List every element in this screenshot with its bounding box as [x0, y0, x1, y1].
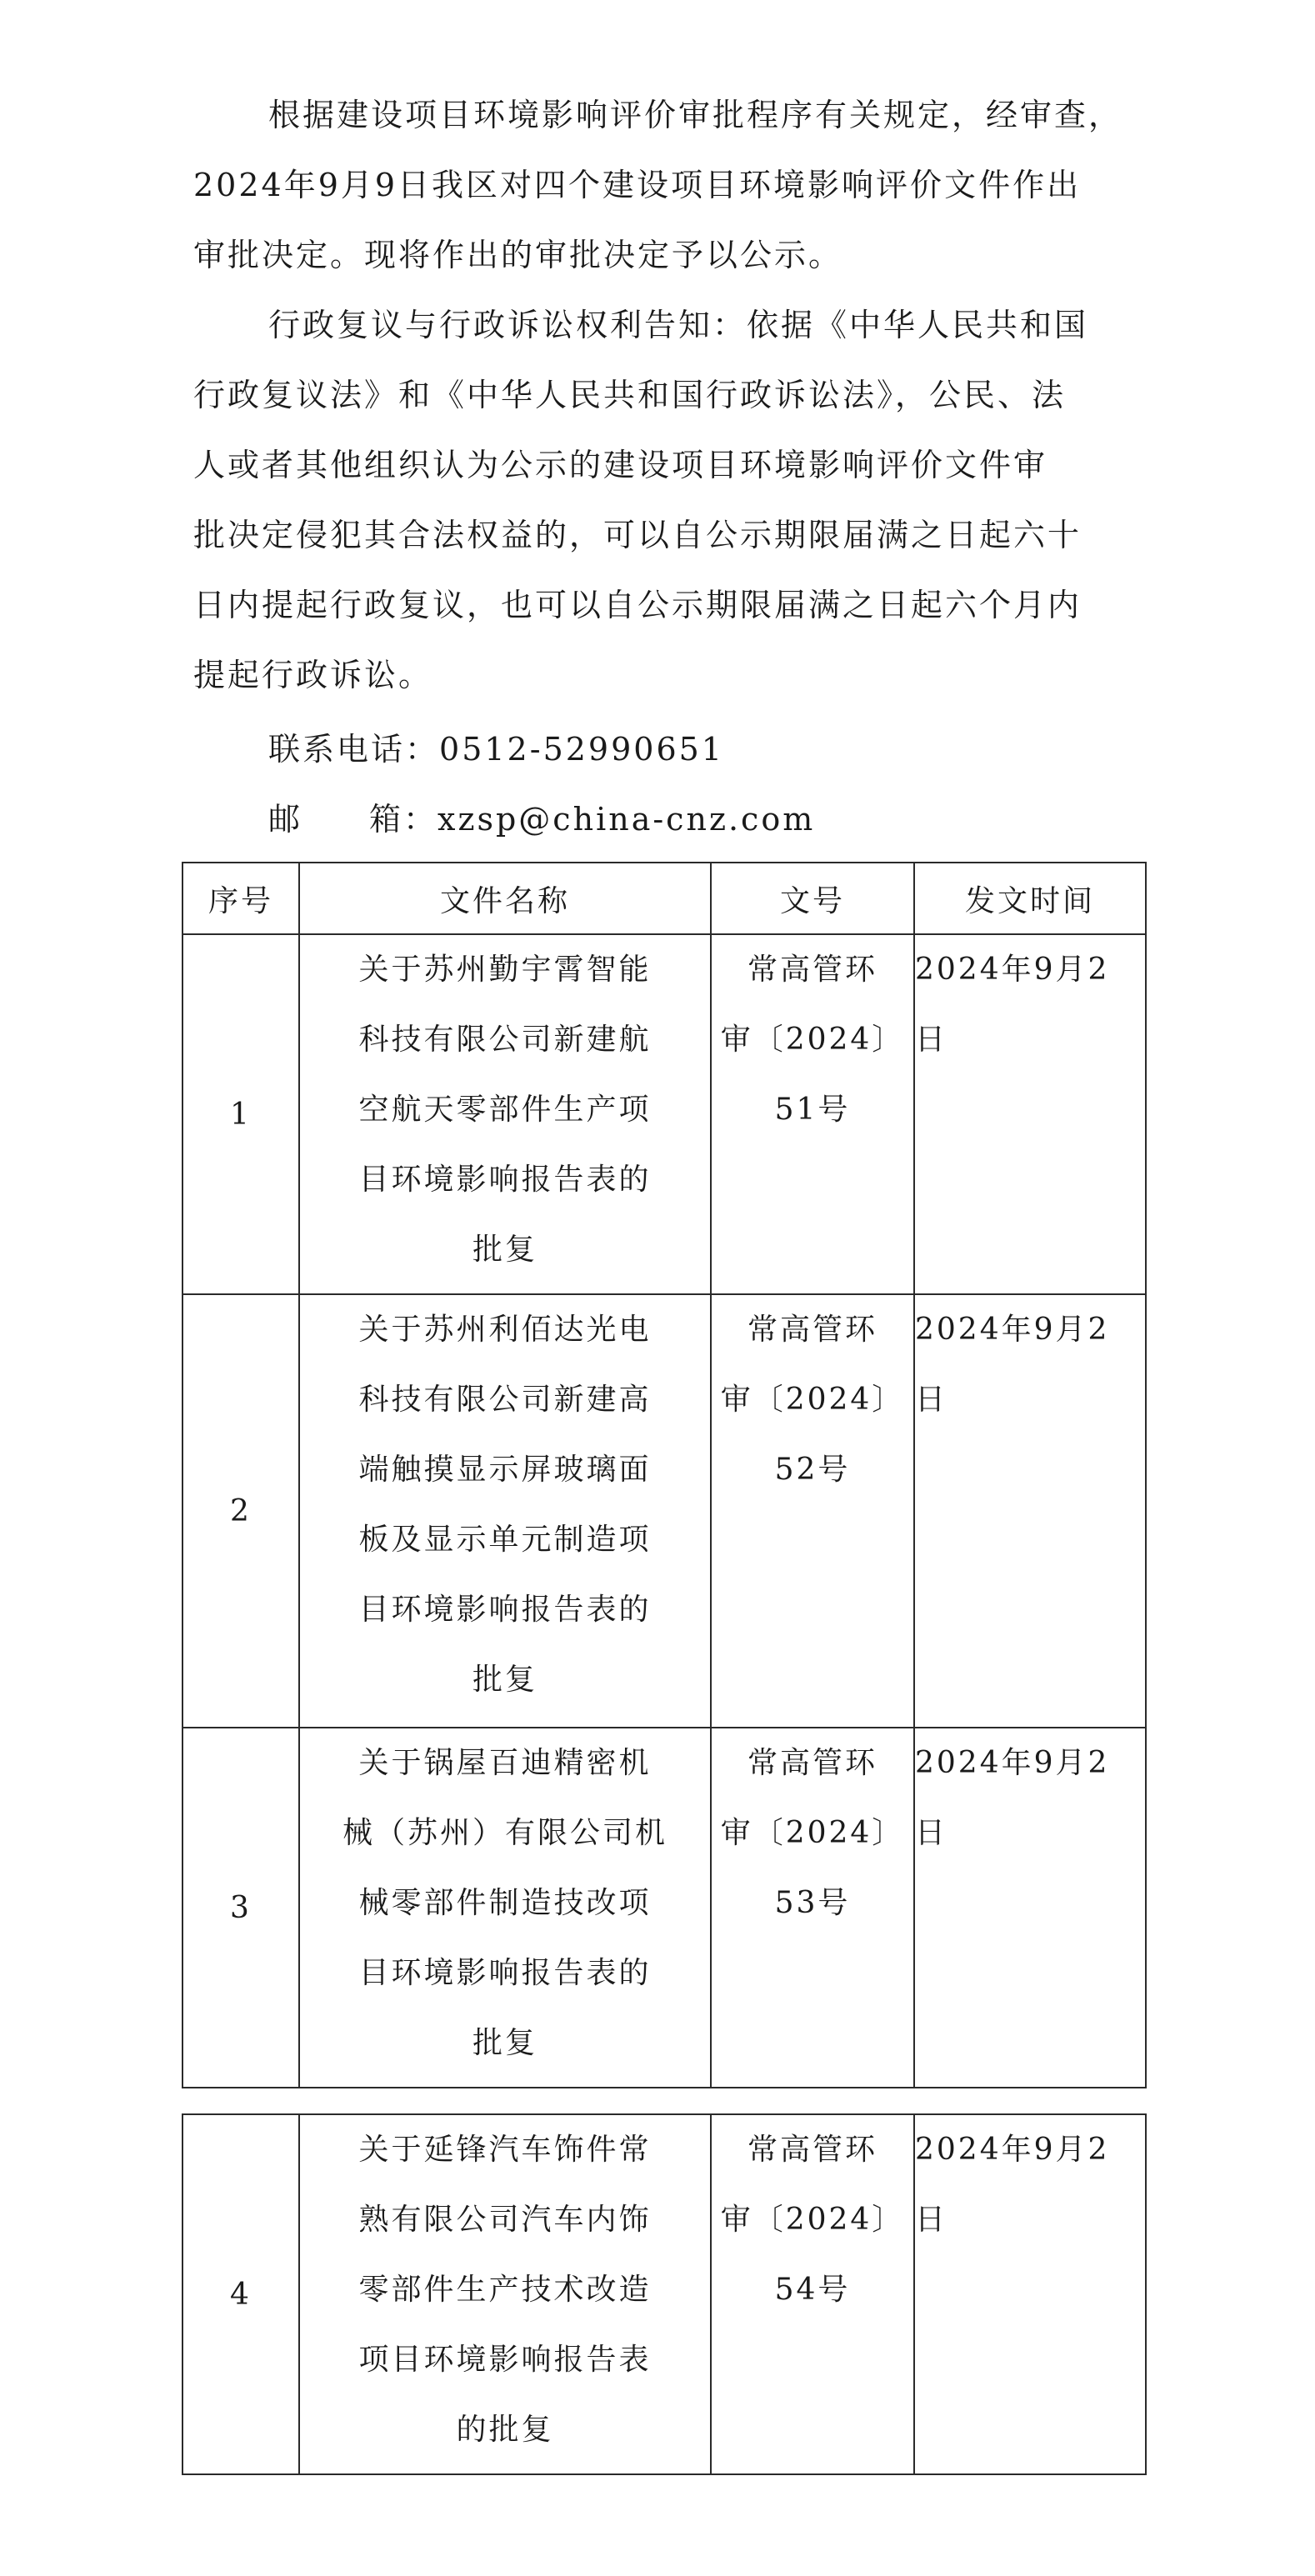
table-row: [182, 1294, 1146, 1728]
header-issue-date: 发文时间: [914, 863, 1146, 934]
num-line: 审〔2024〕: [720, 1383, 905, 1417]
name-line: 械（苏州）有限公司机: [342, 1816, 668, 1850]
date-line: 日: [915, 1816, 948, 1850]
date-line: 2024年9月2: [915, 1746, 1110, 1780]
name-line: 关于延锋汽车饰件常: [358, 2133, 652, 2167]
name-line: 空航天零部件生产项: [358, 1093, 652, 1127]
name-line: 目环境影响报告表的: [358, 1163, 652, 1197]
name-line: 端触摸显示屏玻璃面: [358, 1453, 652, 1487]
email-address: xzsp@china-cnz.com: [438, 801, 816, 838]
cell-name: [299, 1728, 711, 2088]
intro-line: 根据建设项目环境影响评价审批程序有关规定，经审查，: [268, 97, 1123, 133]
notice-line: 提起行政诉讼。: [193, 657, 433, 693]
phone-number: 0512-52990651: [439, 731, 724, 768]
notice-line: 日内提起行政复议，也可以自公示期限届满之日起六个月内: [193, 587, 1082, 623]
name-line: 零部件生产技术改造: [358, 2273, 652, 2307]
cell-seq: 3: [182, 1728, 299, 2088]
intro-line: 2024年9月9日我区对四个建设项目环境影响评价文件作出: [193, 167, 1082, 203]
name-line: 的批复: [456, 2413, 554, 2447]
cell-name: [299, 1294, 711, 1728]
cell-seq: 4: [182, 2114, 299, 2474]
header-doc-number: 文号: [711, 863, 914, 934]
name-line: 科技有限公司新建航: [358, 1023, 652, 1057]
date-line: 日: [915, 1383, 948, 1417]
cell-issue-date: [914, 1728, 1146, 2088]
name-line: 目环境影响报告表的: [358, 1956, 652, 1990]
name-line: 科技有限公司新建高: [358, 1383, 652, 1417]
header-name: 文件名称: [299, 863, 711, 934]
contact-email: [268, 793, 815, 839]
num-line: 51号: [774, 1093, 851, 1127]
table-header-row: [182, 863, 1146, 934]
date-line: 日: [915, 1023, 948, 1057]
num-line: 54号: [774, 2273, 851, 2307]
rights-notice-paragraph: [193, 290, 1143, 710]
name-line: 关于苏州勤宇霄智能: [358, 953, 652, 987]
cell-doc-number: [711, 1294, 914, 1728]
email-label-second: 箱：: [369, 801, 438, 838]
cell-issue-date: [914, 934, 1146, 1294]
num-line: 常高管环: [747, 1313, 878, 1347]
cell-name: [299, 2114, 711, 2474]
date-line: 2024年9月2: [915, 953, 1110, 987]
num-line: 常高管环: [747, 953, 878, 987]
cell-issue-date: [914, 2114, 1146, 2474]
num-line: 52号: [774, 1453, 851, 1487]
name-line: 械零部件制造技改项: [358, 1886, 652, 1920]
name-line: 批复: [472, 1233, 538, 1267]
cell-doc-number: [711, 1728, 914, 2088]
table-row: [182, 934, 1146, 1294]
num-line: 常高管环: [747, 1746, 878, 1780]
date-line: 2024年9月2: [915, 2133, 1110, 2167]
notice-line: 批决定侵犯其合法权益的，可以自公示期限届满之日起六十: [193, 517, 1082, 553]
notice-line: 行政复议法》和《中华人民共和国行政诉讼法》，公民、法: [193, 377, 1067, 413]
name-line: 项目环境影响报告表: [358, 2343, 652, 2377]
date-line: 2024年9月2: [915, 1313, 1110, 1347]
name-line: 批复: [472, 2026, 538, 2060]
num-line: 常高管环: [747, 2133, 878, 2167]
intro-line: 审批决定。现将作出的审批决定予以公示。: [193, 237, 843, 273]
phone-label: 联系电话：: [268, 731, 440, 768]
cell-doc-number: [711, 934, 914, 1294]
name-line: 板及显示单元制造项: [358, 1523, 652, 1557]
name-line: 关于苏州利佰达光电: [358, 1313, 652, 1347]
notice-line: 行政复议与行政诉讼权利告知：依据《中华人民共和国: [268, 307, 1089, 343]
cell-name: [299, 934, 711, 1294]
name-line: 熟有限公司汽车内饰: [358, 2203, 652, 2237]
cell-doc-number: [711, 2114, 914, 2474]
num-line: 审〔2024〕: [720, 1023, 905, 1057]
cell-seq: 1: [182, 934, 299, 1294]
date-line: 日: [915, 2203, 948, 2237]
approval-table: [182, 862, 1147, 2088]
table-row: [182, 2114, 1146, 2474]
name-line: 目环境影响报告表的: [358, 1593, 652, 1627]
num-line: 审〔2024〕: [720, 1816, 905, 1850]
header-seq: 序号: [182, 863, 299, 934]
email-label-first: 邮: [268, 801, 303, 838]
name-line: 批复: [472, 1663, 538, 1697]
intro-paragraph: [193, 80, 1143, 290]
cell-seq: 2: [182, 1294, 299, 1728]
contact-phone: [268, 723, 724, 769]
notice-line: 人或者其他组织认为公示的建设项目环境影响评价文件审: [193, 447, 1048, 483]
num-line: 审〔2024〕: [720, 2203, 905, 2237]
approval-table-continued: [182, 2113, 1147, 2475]
name-line: 关于锅屋百迪精密机: [358, 1746, 652, 1780]
num-line: 53号: [774, 1886, 851, 1920]
cell-issue-date: [914, 1294, 1146, 1728]
table-row: [182, 1728, 1146, 2088]
